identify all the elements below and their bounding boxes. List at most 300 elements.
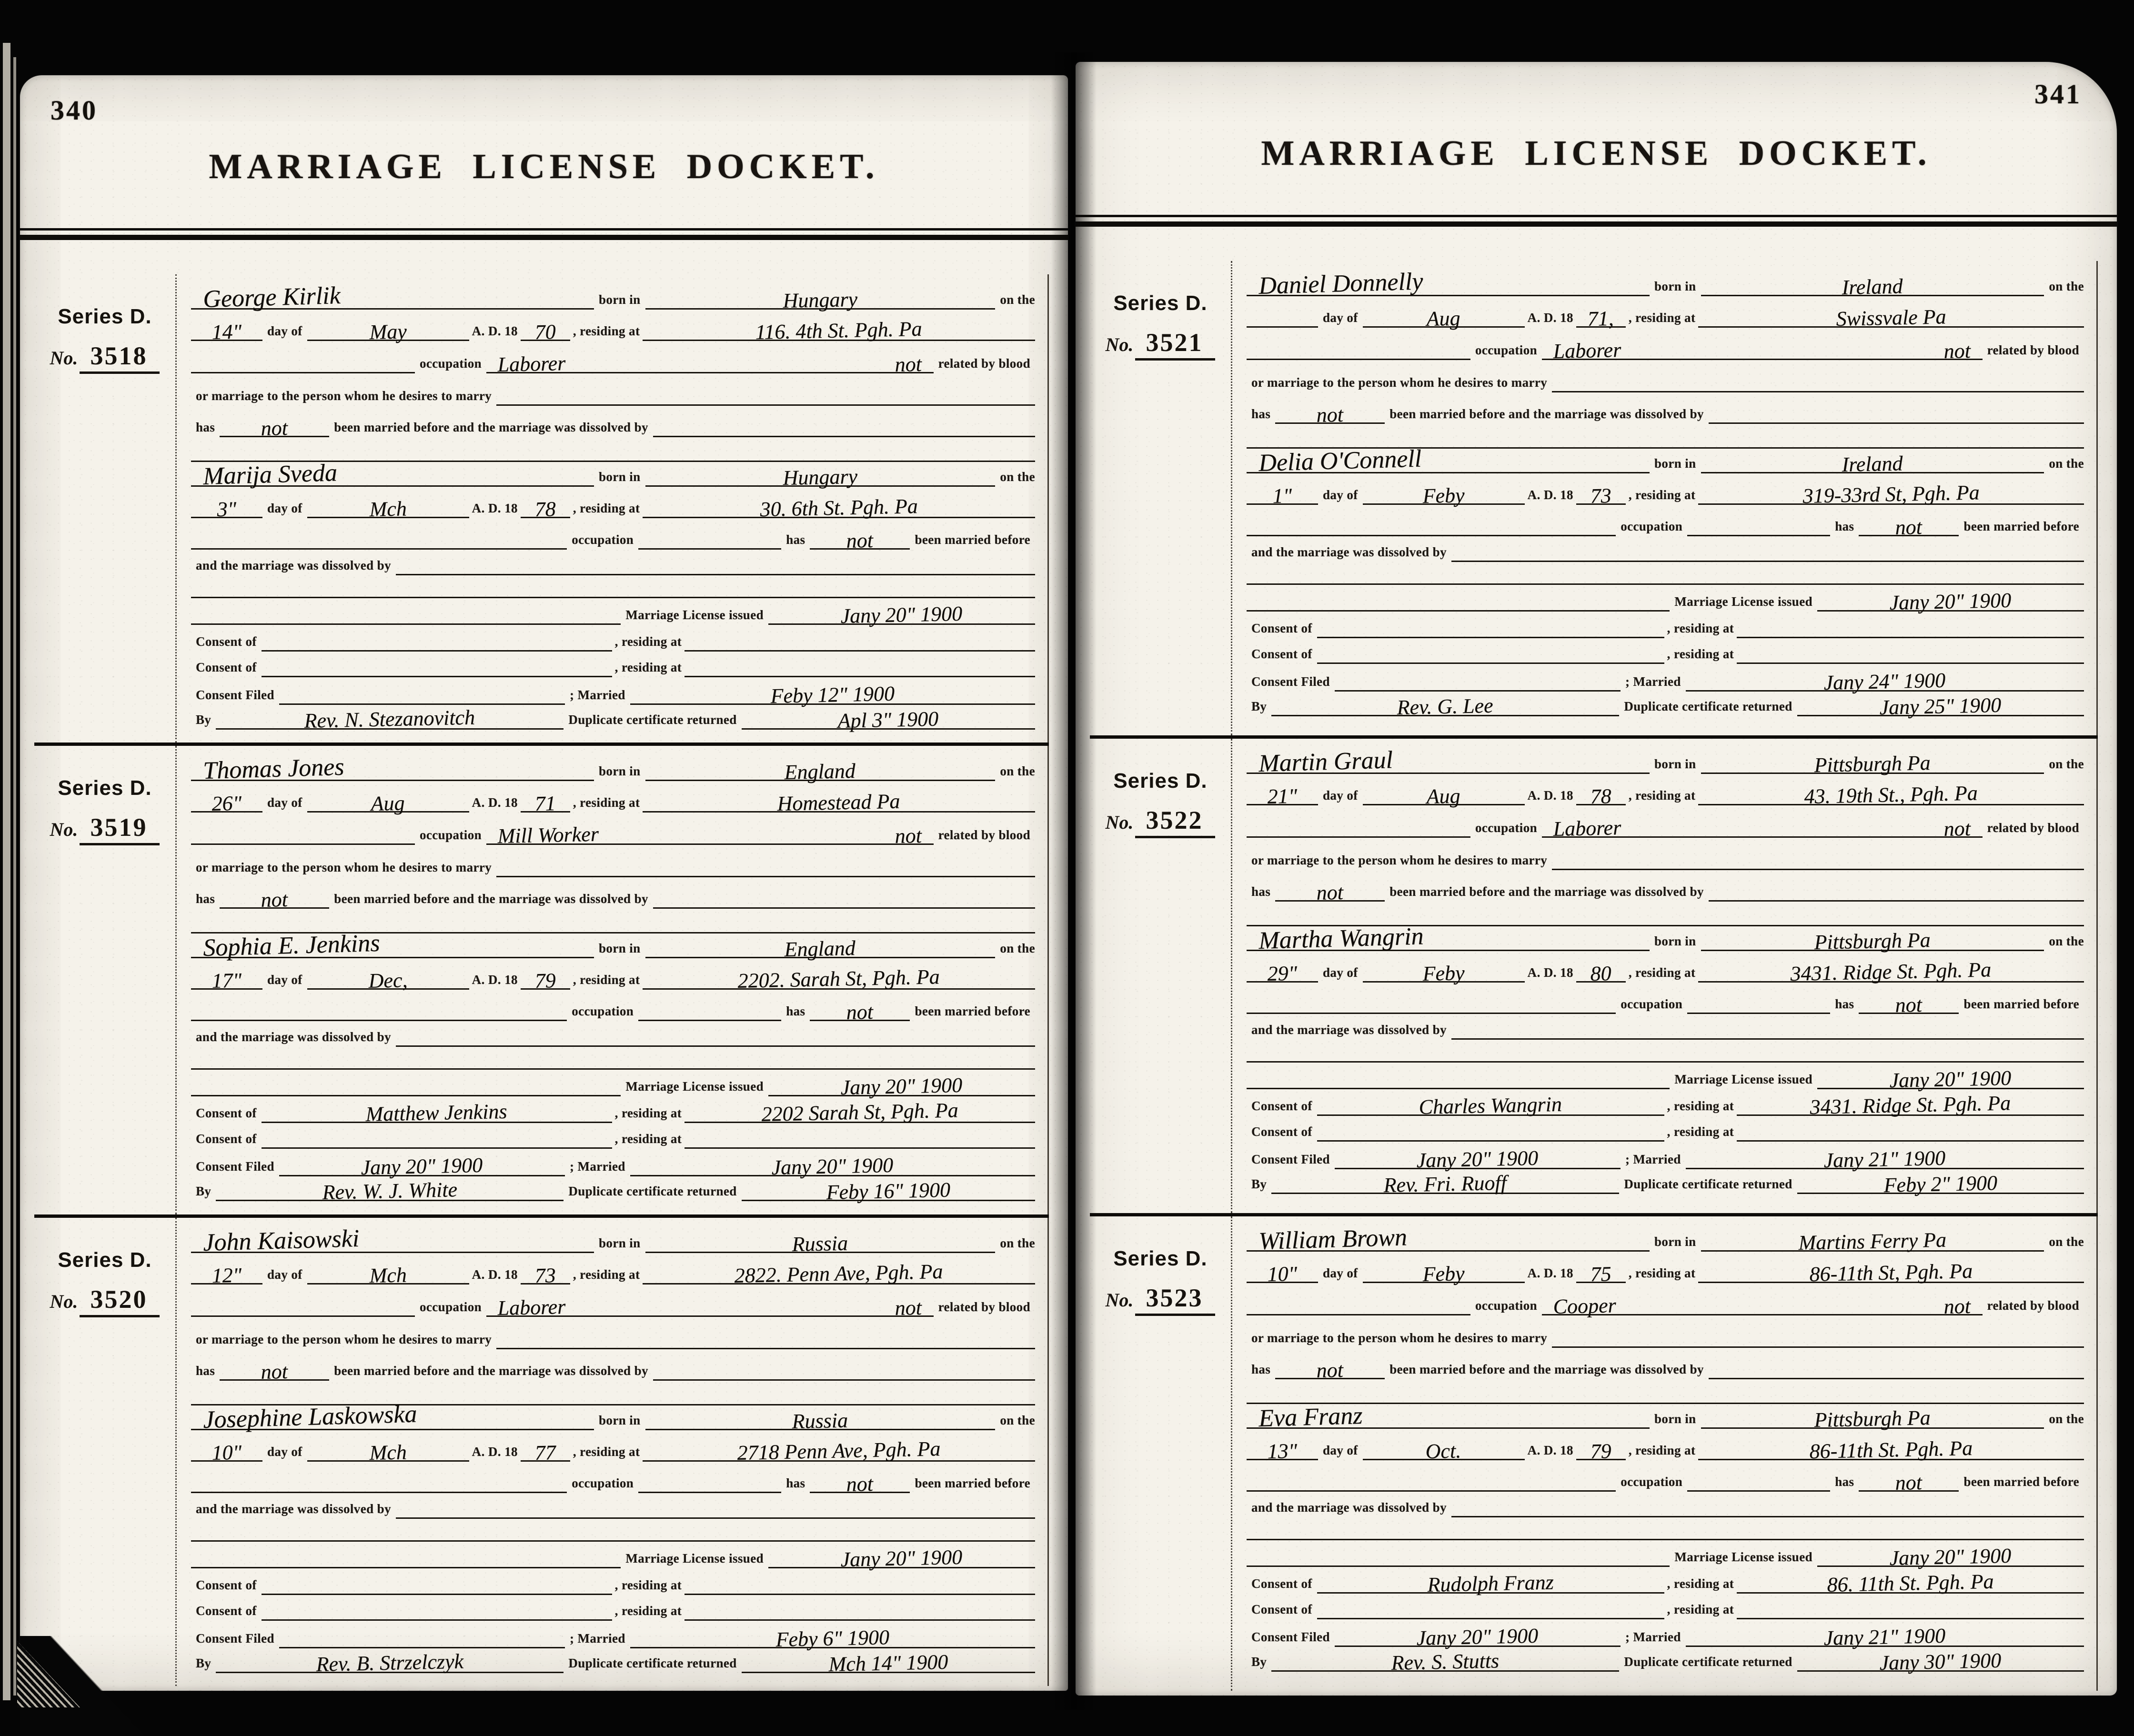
on-the-label: on the [2049,1234,2084,1249]
record-number-line [1090,805,1231,838]
lead-blank [191,1020,567,1021]
bride-birth-year: 79 [1590,1439,1611,1463]
groom-married-before-row [1247,1355,2084,1382]
bride-birth-day: 13" [1267,1439,1298,1463]
groom-day-blank [1247,784,1318,808]
number-label: No. [1105,334,1134,355]
bride-dissolved-blank [396,1045,1035,1047]
record-series-column [1090,739,1231,1213]
license-date-blank [1817,1066,2084,1092]
born-in-label: born in [1654,757,1696,771]
bride-not-blank [810,1472,910,1496]
license-issued-date: Jany 20" 1900 [840,602,963,628]
born-in-label: born in [599,1413,641,1427]
bride-birthplace: England [784,936,856,962]
groom-day-blank [191,1263,262,1287]
bride-day-blank [1247,1439,1318,1463]
duplicate-returned-date: Jany 30" 1900 [1879,1648,2002,1675]
officiant-row [191,1649,1035,1676]
license-issued-row [191,1543,1035,1571]
been-married-dissolved-label: been married before and the marriage was dissolved by [334,892,648,906]
bride-dissolved-blank [1451,1516,2084,1517]
consent-of-label: Consent of [1251,647,1312,661]
bride-birthplace: Ireland [1842,452,1903,476]
married-date-blank [1686,1624,2084,1650]
consent1-row [191,1571,1035,1595]
bride-not-married-value: not [1895,515,1923,539]
bride-birthplace-blank [1701,928,2044,954]
consent2-row [191,1127,1035,1149]
lead-blank [1247,1013,1616,1014]
been-married-dissolved-label: been married before and the marriage was dissolved by [334,420,648,434]
bride-occupation-blank [638,1492,781,1493]
spacer-rule-row [1247,1046,2084,1063]
married-date-blank [1686,1146,2084,1172]
bride-not-blank [1859,1470,1959,1495]
consent2-row [1247,1597,2084,1619]
bride-residence: 319-33rd St, Pgh. Pa [1802,481,1980,508]
license-issued-date: Jany 20" 1900 [1889,1544,2012,1570]
not-related-value: not [1943,339,1971,363]
license-issued-date: Jany 20" 1900 [840,1073,963,1100]
lead-blank [1247,359,1470,360]
groom-year-blank [521,1263,570,1287]
spacer-rule-row [1247,1524,2084,1540]
bride-birth-month: Feby [1422,483,1465,508]
born-in-label: born in [599,764,641,779]
bride-birth-year: 80 [1590,962,1611,985]
consent-filed-blank [279,1647,565,1648]
series-label: Series D. [1113,769,1208,793]
license-issued-date: Jany 20" 1900 [1889,588,2012,614]
groom-not-married-value: not [261,888,288,912]
groom-married-before-row [191,1357,1035,1384]
groom-occupation-blank [486,822,934,848]
residing-at-label: , residing at [614,1577,682,1592]
residing-at-label: , residing at [1667,621,1734,635]
consent-filed-blank [1335,1146,1621,1172]
records-left [20,274,1068,1686]
consent1-residence-blank [684,650,1035,652]
residing-at-label: , residing at [1628,788,1696,803]
bride-birthplace-blank [645,1408,996,1433]
groom-occupation-row [1247,1292,2084,1318]
or-marriage-blank [496,1348,1035,1349]
consent1-row [1247,1091,2084,1119]
groom-not-married-value: not [1316,402,1344,427]
residing-at-label: , residing at [1628,1443,1696,1457]
docket-page-right [1076,62,2117,1696]
record-number: 3523 [1135,1283,1215,1316]
occupation-label: occupation [420,356,482,371]
bride-birthplace: Pittsburgh Pa [1813,928,1931,954]
bride-birthdate-row [191,1436,1035,1465]
groom-birth-month: Aug [371,791,405,816]
bride-name-row [1247,445,2084,477]
consent1-residence: 86. 11th St. Pgh. Pa [1826,1569,1994,1596]
bride-year-blank [1576,484,1626,508]
bride-year-blank [1576,1439,1626,1463]
officiant-name: Rev. N. Stezanovitch [304,705,475,733]
related-by-blood-label: related by blood [938,356,1030,371]
officiant-blank [216,1649,564,1676]
bride-name-blank [191,459,594,490]
bride-married-before-row [1247,990,2084,1017]
been-married-before-label: been married before [915,532,1030,547]
ad-label: A. D. 18 [472,324,518,338]
officiant-blank [1271,1171,1619,1197]
day-of-label: day of [267,501,302,515]
occupation-label: occupation [572,1475,634,1490]
bride-name-blank [1247,445,1650,477]
married-label: ; Married [1625,1152,1681,1166]
groom-residence-blank [643,1259,1035,1287]
groom-birth-year: 73 [534,1263,556,1287]
and-dissolved-label: and the marriage was dissolved by [1251,545,1447,559]
bride-birthdate-row [1247,959,2084,983]
groom-occupation: Cooper [1553,1294,1617,1318]
duplicate-returned-blank [742,1650,1035,1676]
occupation-label: occupation [420,828,482,843]
spacer-rule-row [191,582,1035,598]
license-issued-row [1247,586,2084,612]
bride-name-row [191,929,1035,962]
number-label: No. [50,1290,78,1312]
occupation-label: occupation [1621,997,1683,1011]
married-date-blank [630,1153,1035,1180]
groom-name-blank [191,753,594,785]
bride-birthplace: Hungary [782,464,858,490]
occupation-label: occupation [420,1299,482,1314]
groom-occupation-row [1247,336,2084,363]
residing-at-label: , residing at [573,1444,640,1459]
groom-birthplace-blank [645,759,996,784]
related-by-blood-label: related by blood [938,1299,1030,1314]
consent2-name-blank [1317,1140,1664,1142]
bride-name-row [1247,1402,2084,1432]
bride-birth-day: 10" [211,1440,242,1465]
duplicate-returned-label: Duplicate certificate returned [1624,1655,1792,1669]
has-label: has [786,532,805,547]
consent2-residence-blank [1737,1140,2084,1142]
on-the-label: on the [2049,934,2084,948]
groom-month-blank [1363,1262,1525,1286]
born-in-label: born in [599,941,641,956]
consent2-row [191,655,1035,677]
married-date: Feby 12" 1900 [770,682,895,708]
consent-filed-row [1247,1623,2084,1650]
bride-married-before-row [191,1469,1035,1496]
duplicate-returned-date: Mch 14" 1900 [828,1650,948,1676]
groom-birth-year: 71, [1587,306,1614,331]
by-label: By [1251,1655,1267,1669]
ad-label: A. D. 18 [472,795,518,810]
groom-occupation: Mill Worker [497,822,599,848]
groom-occupation-row [191,1293,1035,1320]
ad-label: A. D. 18 [1527,1266,1573,1280]
born-in-label: born in [599,470,641,484]
ad-label: A. D. 18 [1527,788,1573,803]
license-issued-label: Marriage License issued [1674,1072,1812,1086]
number-label: No. [1105,812,1134,833]
consent-filed-label: Consent Filed [1251,1152,1330,1166]
record-number: 3519 [80,813,160,845]
married-date-blank [1686,668,2084,694]
groom-day-blank [1247,326,1318,328]
groom-name-blank [1247,746,1650,777]
groom-not-blank [220,416,329,440]
bride-not-blank [1859,993,1959,1017]
consent-of-label: Consent of [196,1577,257,1592]
consent1-row [1247,1570,2084,1594]
married-label: ; Married [569,1631,625,1646]
bride-married-before-row [191,526,1035,550]
married-label: ; Married [569,688,625,702]
officiant-name: Rev. S. Stutts [1391,1649,1500,1675]
lead-blank [1247,1088,1670,1089]
occupation-label: occupation [1475,821,1538,835]
license-date-blank [1817,1544,2084,1570]
page-number: 340 [50,95,98,126]
record-series-column [1090,1216,1231,1691]
on-the-label: on the [2049,757,2084,771]
has-label: has [1835,997,1854,1011]
ad-label: A. D. 18 [1527,488,1573,502]
bride-name-row [1247,923,2084,954]
consent-of-label: Consent of [1251,621,1312,635]
groom-residence-blank [643,317,1035,344]
not-related-value: not [895,1295,922,1320]
consent1-name: Rudolph Franz [1427,1570,1554,1596]
consent-filed-row [1247,668,2084,692]
occupation-label: occupation [1621,1475,1683,1489]
consent2-row [1247,642,2084,664]
born-in-label: born in [1654,279,1696,293]
lead-blank [191,1315,415,1317]
bride-birth-month: Mch [369,497,407,521]
or-marriage-row [1247,849,2084,870]
ad-label: A. D. 18 [1527,311,1573,325]
license-issued-row [1247,1064,2084,1092]
consent1-row [191,1098,1035,1126]
license-issued-date: Jany 20" 1900 [840,1545,963,1571]
officiant-name: Rev. B. Strzelczyk [315,1649,464,1676]
license-issued-label: Marriage License issued [625,1551,764,1565]
consent-of-label: Consent of [1251,1099,1312,1113]
groom-married-before-row [1247,878,2084,902]
consent1-residence-blank [1737,637,2084,638]
bride-month-blank [1363,483,1525,508]
license-date-blank [768,1545,1035,1571]
consent1-name-blank [262,1594,612,1595]
record-number-line [1090,328,1231,361]
dissolved-by-blank [1709,1378,2084,1379]
groom-birth-year: 78 [1590,784,1611,808]
docket-record [34,274,1049,743]
groom-name: John Kaisowski [202,1224,360,1256]
duplicate-returned-label: Duplicate certificate returned [1624,699,1792,713]
groom-birthdate-row [191,1259,1035,1287]
groom-birth-year: 75 [1590,1262,1611,1286]
dissolved-by-blank [653,436,1035,437]
not-related-value: not [895,824,922,848]
day-of-label: day of [267,324,302,338]
ad-label: A. D. 18 [472,501,518,515]
groom-name: William Brown [1258,1224,1408,1255]
day-of-label: day of [1323,311,1358,325]
groom-birthplace-blank [1701,751,2044,777]
groom-birthplace: Ireland [1842,274,1903,299]
groom-birth-day: 14" [211,320,242,344]
bride-birth-month: Dec, [368,968,408,993]
empty-rule [1247,1539,2084,1540]
and-dissolved-label: and the marriage was dissolved by [196,558,391,572]
groom-residence: Swissvale Pa [1835,305,1946,331]
consent-of-label: Consent of [1251,1124,1312,1139]
residing-at-label: , residing at [1667,647,1734,661]
groom-birthplace-blank [1701,1228,2044,1254]
consent2-residence-blank [1737,662,2084,664]
has-label: has [786,1475,805,1490]
docket-page-left [20,75,1068,1691]
bride-dissolved-row [191,555,1035,575]
license-issued-label: Marriage License issued [1674,1550,1812,1564]
duplicate-returned-blank [742,1178,1035,1204]
series-label: Series D. [1113,291,1208,315]
license-issued-label: Marriage License issued [625,608,764,622]
groom-birthplace-blank [645,289,996,310]
title-double-rule [20,228,1068,240]
docket-record [1090,261,2098,735]
groom-not-blank [220,888,329,912]
empty-rule [1247,583,2084,585]
consent-filed-label: Consent Filed [1251,1630,1330,1644]
married-label: ; Married [1625,1630,1681,1644]
occupation-label: occupation [1621,519,1683,533]
residing-at-label: , residing at [1667,1099,1734,1113]
lead-blank [1247,836,1470,838]
license-issued-row [191,1071,1035,1100]
on-the-label: on the [1000,764,1035,779]
empty-rule [1247,1061,2084,1063]
not-related-value: not [1943,816,1971,841]
groom-birth-day: 21" [1267,784,1298,808]
empty-rule [191,1068,1035,1070]
bride-not-blank [810,1000,910,1024]
lead-blank [191,1095,621,1096]
record-number: 3522 [1135,805,1215,838]
consent-of-label: Consent of [196,1603,257,1618]
bride-birth-year: 77 [534,1440,556,1465]
bride-day-blank [191,1440,262,1465]
record-form [1231,261,2098,735]
or-marriage-row [191,385,1035,406]
been-married-before-label: been married before [1963,519,2079,533]
consent2-name-blank [1317,662,1664,664]
groom-year-blank [1576,784,1626,808]
by-label: By [196,1656,211,1670]
residing-at-label: , residing at [1628,311,1696,325]
bride-name: Sophia E. Jenkins [202,929,381,962]
on-the-label: on the [2049,1412,2084,1426]
consent2-name-blank [262,1147,612,1149]
groom-name-row [191,1224,1035,1256]
groom-birthdate-row [1247,781,2084,808]
bride-dissolved-blank [396,1517,1035,1519]
groom-name-row [1247,268,2084,300]
groom-occupation: Laborer [1553,816,1621,841]
groom-name: George Kirlik [202,281,341,313]
groom-occupation-blank [1542,338,1983,363]
ad-label: A. D. 18 [1527,965,1573,980]
duplicate-returned-blank [1797,1171,2084,1197]
consent-filed-date: Jany 20" 1900 [361,1153,483,1180]
groom-birthplace: Russia [792,1231,848,1256]
bride-residence-blank [1698,1436,2084,1463]
day-of-label: day of [267,1444,302,1459]
been-married-dissolved-label: been married before and the marriage was dissolved by [1389,407,1704,421]
born-in-label: born in [1654,1412,1696,1426]
lead-blank [191,843,415,845]
bride-not-married-value: not [846,528,874,552]
related-by-blood-label: related by blood [938,828,1030,843]
bride-month-blank [1363,962,1525,983]
consent1-residence-blank [1737,1091,2084,1119]
married-date: Jany 21" 1900 [1823,1146,1946,1172]
groom-birth-year: 71 [534,792,556,816]
officiant-blank [1271,1649,1619,1675]
bride-month-blank [307,968,469,993]
series-label: Series D. [58,305,152,328]
bride-name: Martha Wangrin [1258,923,1424,954]
dissolved-by-blank [653,1379,1035,1381]
duplicate-returned-date: Feby 16" 1900 [825,1178,951,1204]
day-of-label: day of [267,973,302,987]
consent-filed-blank [1335,690,1621,692]
record-form [1231,739,2098,1213]
groom-residence: Homestead Pa [777,789,901,816]
bride-married-before-row [1247,1468,2084,1495]
day-of-label: day of [1323,965,1358,980]
officiant-blank [216,705,564,733]
groom-day-blank [1247,1262,1318,1286]
number-label: No. [1105,1289,1134,1311]
groom-name: Daniel Donnelly [1258,268,1424,300]
married-label: ; Married [569,1159,625,1174]
day-of-label: day of [1323,1266,1358,1280]
or-marriage-row [191,1328,1035,1349]
groom-occupation-row [191,821,1035,848]
series-label: Series D. [58,776,152,800]
consent-of-label: Consent of [196,1132,257,1146]
bride-birth-day: 1" [1272,484,1292,508]
duplicate-returned-label: Duplicate certificate returned [568,1184,737,1199]
officiant-row [1247,692,2084,719]
groom-birth-month: May [369,320,407,344]
bride-birthplace-blank [645,936,996,962]
consent1-name-blank [262,650,612,652]
or-marriage-label: or marriage to the person whom he desires to marry [1251,1331,1548,1345]
groom-name: Thomas Jones [202,753,345,785]
groom-occupation-blank [486,1294,934,1320]
bride-occupation-blank [1687,535,1830,536]
groom-occupation-blank [1542,816,1983,841]
groom-birthplace: Hungary [782,287,858,312]
ad-label: A. D. 18 [1527,1443,1573,1457]
consent-filed-label: Consent Filed [196,688,274,702]
groom-occupation: Laborer [497,1294,566,1320]
record-form [175,746,1049,1214]
